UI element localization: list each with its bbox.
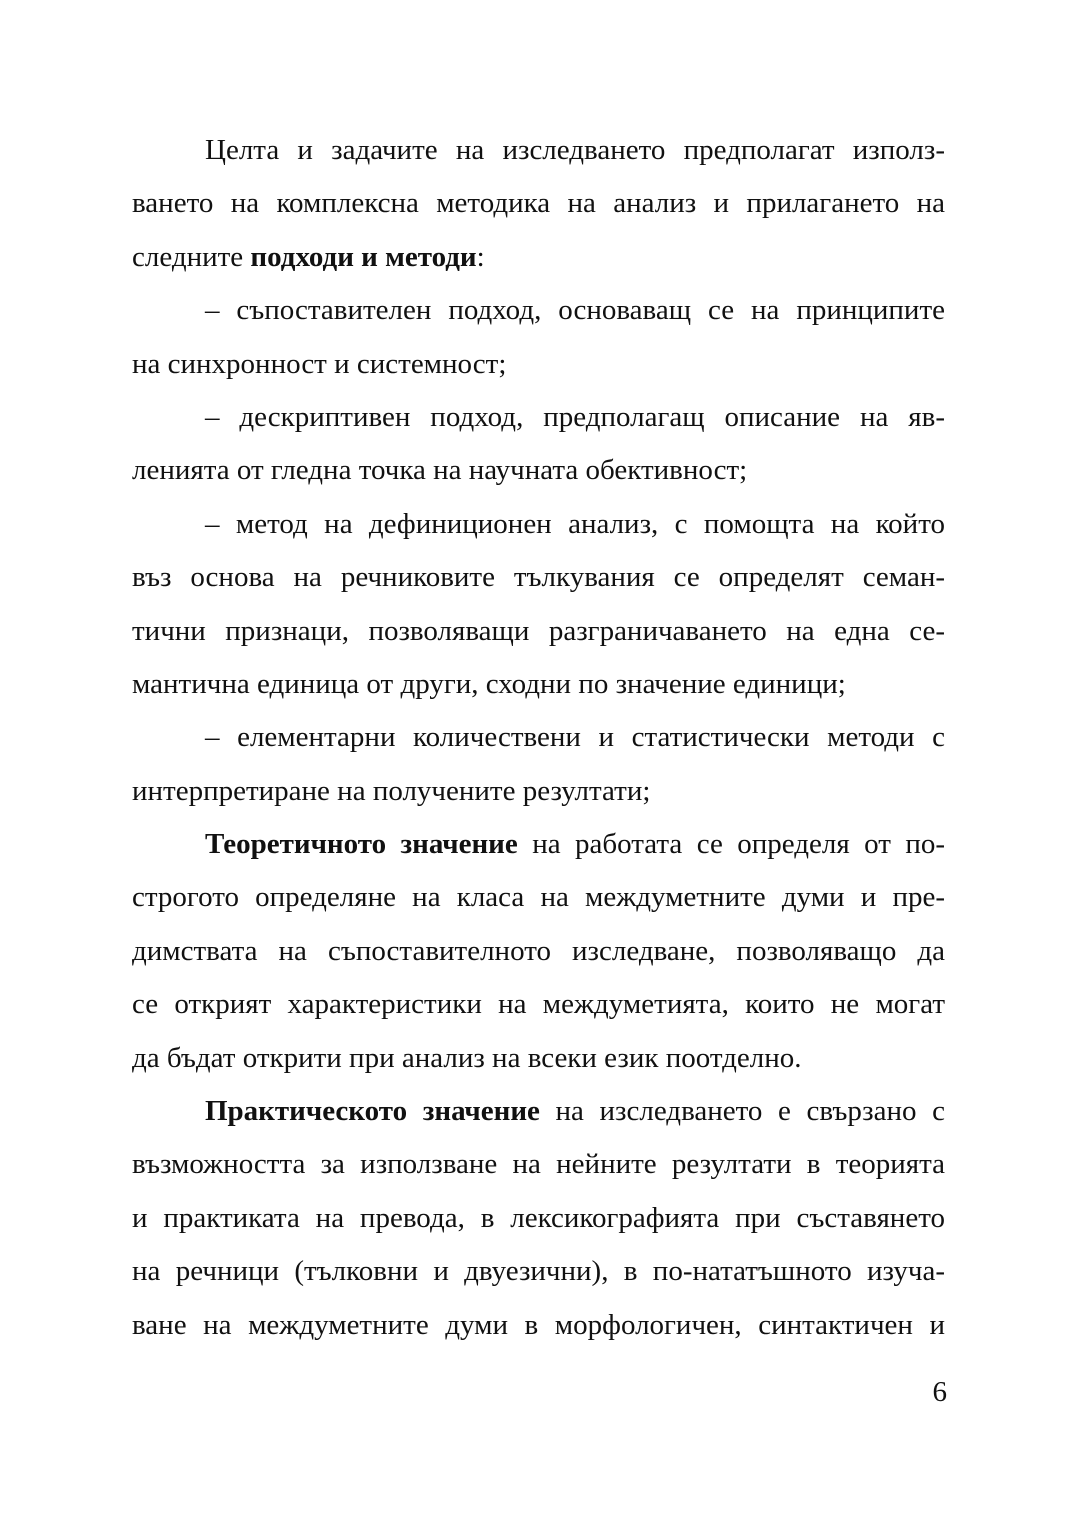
- text-run: :: [476, 240, 485, 273]
- document-body: [132, 124, 945, 1352]
- text-line: мантична единица от други, сходни по значение единици;: [132, 667, 846, 700]
- bold-term-practical-significance: Практическото значение: [205, 1095, 540, 1128]
- text-line: строгото определяне на класа на междуметните думи и пре-: [132, 881, 945, 914]
- text-run: на изследването е свързано с: [539, 1095, 945, 1128]
- text-line: – съпоставителен подход, основаващ се на принципите: [205, 294, 945, 327]
- text-line: – метод на дефиниционен анализ, с помощта на който: [205, 507, 945, 540]
- text-line: [132, 231, 945, 284]
- bold-term-approaches-methods: подходи и методи: [250, 240, 477, 273]
- text-line: въз основа на речниковите тълкувания се определят семан-: [132, 561, 945, 594]
- paragraph-aims: [132, 124, 945, 284]
- text-line: ленията от гледна точка на научната обективност;: [132, 454, 748, 487]
- paragraph-theoretical-significance: [132, 818, 945, 1085]
- text-line: възможността за използване на нейните резултати в теорията: [132, 1148, 945, 1181]
- text-line: интерпретиране на получените резултати;: [132, 774, 651, 807]
- list-item-descriptive-approach: [132, 391, 945, 498]
- text-line: димствата на съпоставителното изследване, позволяващо да: [132, 934, 945, 967]
- text-line: ване на междуметните думи в морфологичен, синтактичен и: [132, 1308, 945, 1341]
- text-line: на речници (тълковни и двуезични), в по-нататъшното изуча-: [132, 1255, 945, 1288]
- text-line: [132, 818, 945, 871]
- text-run: следните: [132, 240, 251, 273]
- list-item-definitional-analysis: [132, 498, 945, 712]
- text-line: се открият характеристики на междуметията, които не могат: [132, 988, 945, 1021]
- text-line: Целта и задачите на изследването предполагат използ-: [205, 134, 945, 166]
- list-item-comparative-approach: [132, 284, 945, 391]
- text-line: [132, 1085, 945, 1138]
- list-item-statistical-methods: [132, 711, 945, 818]
- text-line: да бъдат открити при анализ на всеки език поотделно.: [132, 1041, 802, 1074]
- page-number: 6: [932, 1376, 947, 1408]
- text-line: – дескриптивен подход, предполагащ описание на яв-: [205, 400, 945, 433]
- text-run: на работата се определя от по-: [517, 828, 946, 861]
- text-line: и практиката на превода, в лексикографията при съставянето: [132, 1201, 945, 1234]
- text-line: – елементарни количествени и статистически методи с: [205, 721, 945, 754]
- text-line: ването на комплексна методика на анализ и прилагането на: [132, 187, 945, 220]
- bold-term-theoretical-significance: Теоретичното значение: [205, 828, 518, 861]
- text-line: на синхронност и системност;: [132, 347, 507, 380]
- paragraph-practical-significance: [132, 1085, 945, 1352]
- text-line: тични признаци, позволяващи разграничаването на една се-: [132, 614, 945, 647]
